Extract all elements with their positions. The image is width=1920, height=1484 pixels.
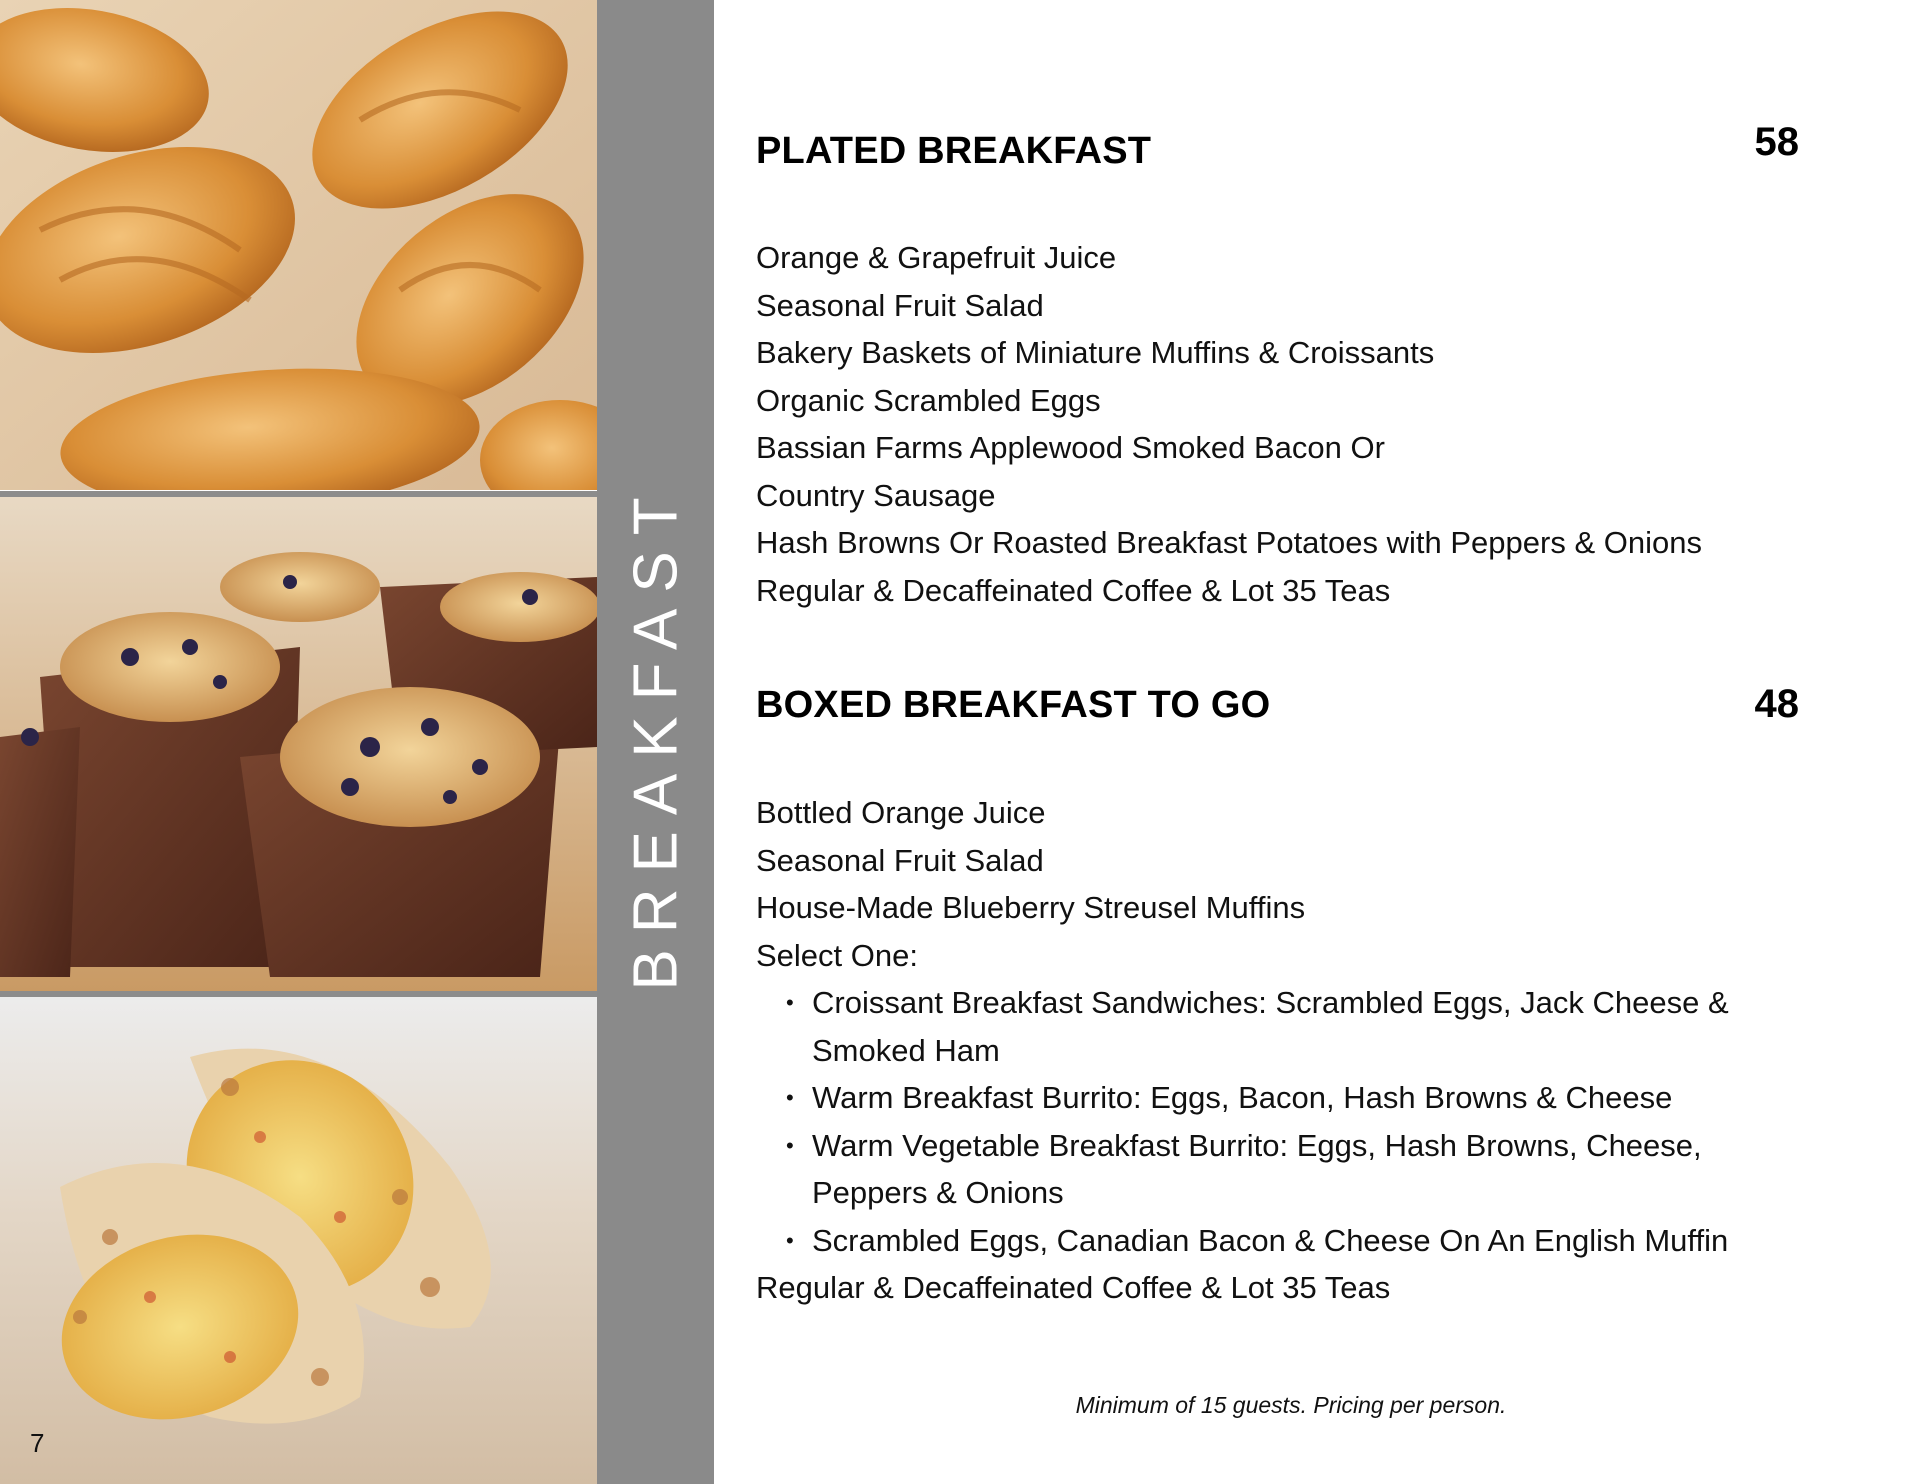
list-item: Country Sausage [756, 477, 996, 513]
list-item: Bottled Orange Juice [756, 795, 1046, 830]
boxed-breakfast-price: 48 [1754, 682, 1799, 726]
plated-breakfast-price: 58 [1754, 120, 1799, 164]
list-item: Orange & Grapefruit Juice [756, 240, 1117, 275]
option-item: • Warm Vegetable Breakfast Burrito: Eggs, Hash Browns, Cheese, Peppers & Onions [812, 1122, 1812, 1217]
vertical-section-title: BREAKFAST [621, 481, 691, 991]
list-item: Bassian Farms Applewood Smoked Bacon Or [756, 430, 1385, 465]
boxed-breakfast-title: BOXED BREAKFAST TO GO [756, 684, 1271, 726]
list-item: Hash Browns Or Roasted Breakfast Potatoes with Peppers & Onions [756, 525, 1702, 560]
plated-breakfast-title: PLATED BREAKFAST [756, 130, 1152, 172]
list-item: Regular & Decaffeinated Coffee & Lot 35 Teas [756, 572, 1391, 608]
option-item: • Warm Breakfast Burrito: Eggs, Bacon, Hash Browns & Cheese [812, 1074, 1812, 1122]
list-item: Bakery Baskets of Miniature Muffins & Croissants [756, 335, 1435, 370]
list-item: Organic Scrambled Eggs [756, 382, 1101, 418]
list-item: Regular & Decaffeinated Coffee & Lot 35 Teas [756, 1270, 1391, 1305]
list-item: House-Made Blueberry Streusel Muffins [756, 890, 1306, 925]
page-number: 7 [30, 1428, 45, 1458]
plated-breakfast-items [756, 234, 1702, 614]
option-item: • Scrambled Eggs, Canadian Bacon & Cheese On An English Muffin [812, 1217, 1812, 1265]
blueberry-muffins-photo [0, 497, 597, 992]
croissants-photo [0, 0, 597, 490]
option-item: • Croissant Breakfast Sandwiches: Scrambled Eggs, Jack Cheese & Smoked Ham [812, 979, 1812, 1074]
list-item: Select One: [756, 937, 918, 973]
breakfast-burrito-photo [0, 997, 597, 1484]
select-one-options [756, 979, 1812, 1264]
list-item: Seasonal Fruit Salad [756, 842, 1044, 878]
list-item: Seasonal Fruit Salad [756, 287, 1044, 323]
boxed-breakfast-items [756, 789, 1812, 1312]
footnote: Minimum of 15 guests. Pricing per person. [1075, 1392, 1507, 1418]
